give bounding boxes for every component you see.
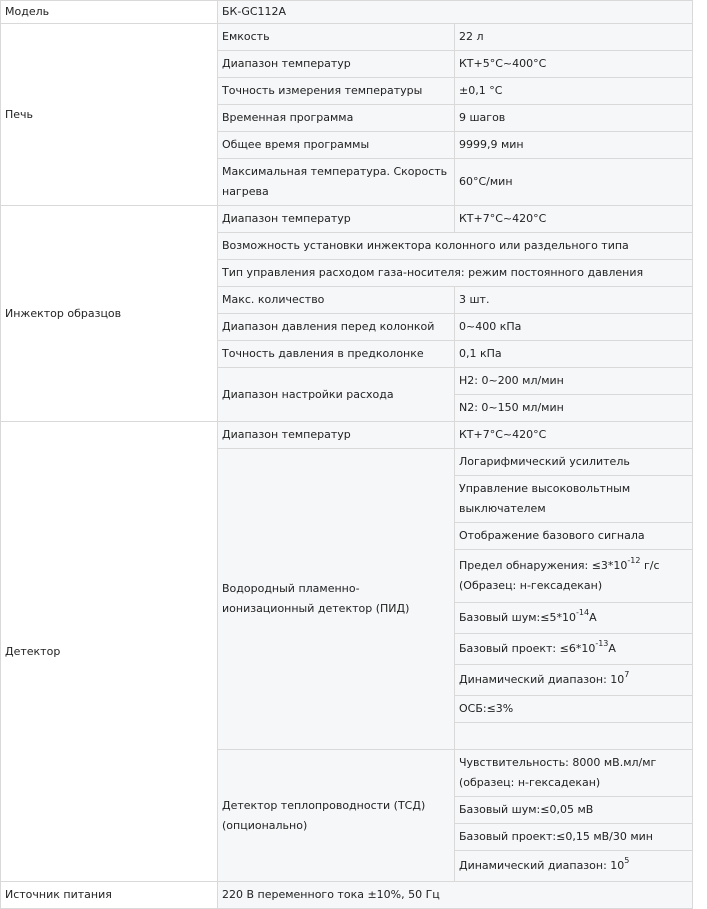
detector-label: Детектор xyxy=(1,422,218,882)
oven-param: Диапазон температур xyxy=(218,51,455,78)
table-row xyxy=(1,24,693,51)
fid-spec: Отображение базового сигнала xyxy=(455,523,693,550)
oven-value: 60°C/мин xyxy=(455,159,693,206)
fid-limit-exp: -12 xyxy=(627,556,641,566)
table-row-power xyxy=(1,882,693,909)
tcd-spec-range xyxy=(455,851,693,882)
injector-value: H2: 0~200 мл/мин xyxy=(455,368,693,395)
fid-spec-noise xyxy=(455,603,693,634)
fid-noise-exp: -14 xyxy=(575,608,590,618)
oven-param: Емкость xyxy=(218,24,455,51)
fid-drift-post: А xyxy=(608,642,616,655)
injector-param: Диапазон давления перед колонкой xyxy=(218,314,455,341)
injector-value: КТ+7°C~420°C xyxy=(455,206,693,233)
fid-spec: Логарифмический усилитель xyxy=(455,449,693,476)
fid-noise-pre: Базовый шум:≤5*10 xyxy=(459,611,576,624)
oven-value: 9 шагов xyxy=(455,105,693,132)
table-row-model xyxy=(1,1,693,24)
tcd-range-exp: 5 xyxy=(624,856,630,866)
fid-range-pre: Динамический диапазон: 10 xyxy=(459,673,625,686)
fid-spec-spacer xyxy=(455,723,693,750)
fid-limit-pre: Предел обнаружения: ≤3*10 xyxy=(459,559,628,572)
injector-note: Тип управления расходом газа-носителя: режим постоянного давления xyxy=(218,260,693,287)
oven-value: КТ+5°C~400°C xyxy=(455,51,693,78)
injector-value: 3 шт. xyxy=(455,287,693,314)
model-label: Модель xyxy=(1,1,218,24)
tcd-name: Детектор теплопроводности (ТСД) (опционально) xyxy=(218,750,455,882)
tcd-spec: Чувствительность: 8000 мВ.мл/мг (образец: н-гексадекан) xyxy=(455,750,693,797)
power-label: Источник питания xyxy=(1,882,218,909)
injector-value: 0,1 кПа xyxy=(455,341,693,368)
fid-limit-post: г/с (Образец: н-гексадекан) xyxy=(459,559,660,592)
tcd-range-pre: Динамический диапазон: 10 xyxy=(459,859,625,872)
injector-param: Диапазон настройки расхода xyxy=(218,368,455,422)
oven-value: 9999,9 мин xyxy=(455,132,693,159)
table-row xyxy=(1,422,693,449)
detector-param: Диапазон температур xyxy=(218,422,455,449)
injector-param: Точность давления в предколонке xyxy=(218,341,455,368)
tcd-spec: Базовый проект:≤0,15 мВ/30 мин xyxy=(455,824,693,851)
injector-param: Макс. количество xyxy=(218,287,455,314)
fid-drift-pre: Базовый проект: ≤6*10 xyxy=(459,642,596,655)
injector-param: Диапазон температур xyxy=(218,206,455,233)
fid-noise-post: А xyxy=(589,611,597,624)
oven-label: Печь xyxy=(1,24,218,206)
detector-value: КТ+7°C~420°C xyxy=(455,422,693,449)
injector-label: Инжектор образцов xyxy=(1,206,218,422)
oven-value: 22 л xyxy=(455,24,693,51)
oven-param: Временная программа xyxy=(218,105,455,132)
fid-range-exp: 7 xyxy=(624,670,630,680)
injector-value: N2: 0~150 мл/мин xyxy=(455,395,693,422)
oven-value: ±0,1 °C xyxy=(455,78,693,105)
oven-param: Общее время программы xyxy=(218,132,455,159)
injector-value: 0~400 кПа xyxy=(455,314,693,341)
table-row xyxy=(1,206,693,233)
fid-spec-drift xyxy=(455,634,693,665)
oven-param: Максимальная температура. Скорость нагрева xyxy=(218,159,455,206)
power-value: 220 В переменного тока ±10%, 50 Гц xyxy=(218,882,693,909)
model-value: БК-GC112A xyxy=(218,1,693,24)
fid-spec: ОСБ:≤3% xyxy=(455,696,693,723)
fid-spec: Управление высоковольтным выключателем xyxy=(455,476,693,523)
oven-param: Точность измерения температуры xyxy=(218,78,455,105)
fid-name: Водородный пламенно-ионизационный детектор (ПИД) xyxy=(218,449,455,750)
tcd-spec: Базовый шум:≤0,05 мВ xyxy=(455,797,693,824)
fid-drift-exp: -13 xyxy=(595,639,609,649)
injector-note: Возможность установки инжектора колонного или раздельного типа xyxy=(218,233,693,260)
fid-spec-limit xyxy=(455,550,693,603)
fid-spec-range xyxy=(455,665,693,696)
